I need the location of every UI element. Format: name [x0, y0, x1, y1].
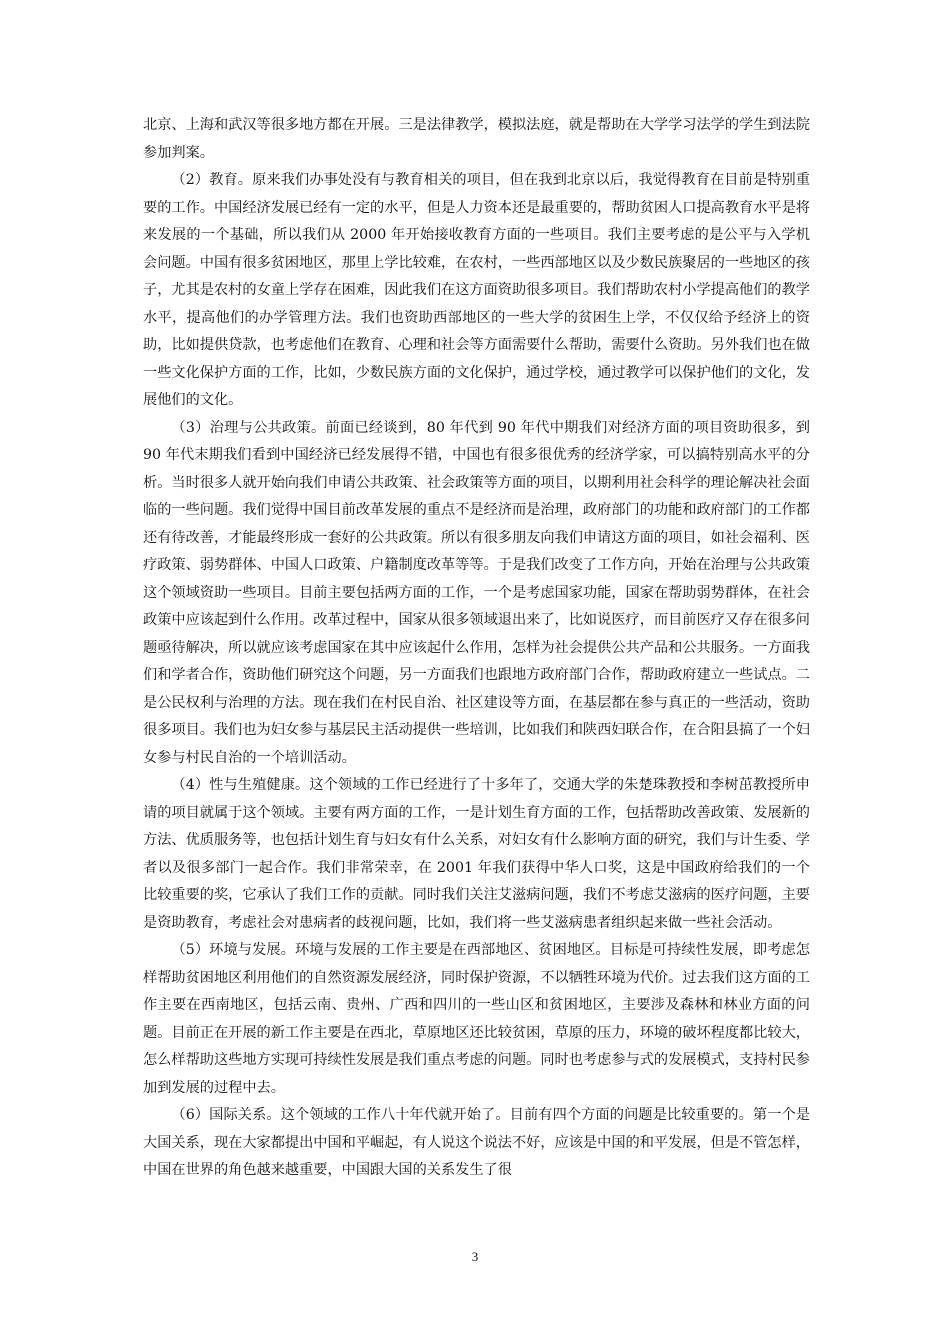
paragraph-governance: （3）治理与公共政策。前面已经谈到，80 年代到 90 年代中期我们对经济方面的项目资助很多，到 90 年代末期我们看到中国经济已经发展得不错，中国也有很多很优秀的经济学家，可以搞特别高水平的分析。当时很多人就开始向我们申请公共政策、社会政策等方面的项目，以期利用社会科学的理论解决社会面临的一些问题。我们觉得中国目前改革发展的重点不是经济而是治理，政府部门的功能和政府部门的工作都还有待改善，才能最终形成一套好的公共政策。所以有很多朋友向我们申请这方面的项目，如社会福利、医疗政策、弱势群体、中国人口政策、户籍制度改革等等。于是我们改变了工作方向，开始在治理与公共政策这个领域资助一些项目。目前主要包括两方面的工作，一个是考虑国家功能，国家在帮助弱势群体，在社会政策中应该起到什么作用。改革过程中，国家从很多领域退出来了，比如说医疗，而目前医疗又存在很多问题亟待解决，所以就应该考虑国家在其中应该起什么作用，怎样为社会提供公共产品和公共服务。一方面我们和学者合作，资助他们研究这个问题，另一方面我们也跟地方政府部门合作，帮助政府建立一些试点。二是公民权利与治理的方法。现在我们在村民自治、社区建设等方面，在基层都在参与真正的一些活动，资助很多项目。我们也为妇女参与基层民主活动提供一些培训，比如我们和陕西妇联合作，在合阳县搞了一个妇女参与村民自治的一个培训活动。	[143, 419, 810, 766]
paragraph-environment: （5）环境与发展。环境与发展的工作主要是在西部地区、贫困地区。目标是可持续性发展，即考虑怎样帮助贫困地区利用他们的自然资源发展经济，同时保护资源，不以牺牲环境为代价。过去我们这方面的工作主要在西南地区，包括云南、贵州、广西和四川的一些山区和贫困地区，主要涉及森林和林业方面的问题。目前正在开展的新工作主要是在西北，草原地区还比较贫困，草原的压力，环境的破坏程度都比较大，怎么样帮助这些地方实现可持续性发展是我们重点考虑的问题。同时也考虑参与式的发展模式，支持村民参加到发展的过程中去。	[143, 942, 810, 1096]
body-text	[143, 112, 810, 1185]
paragraph-education: （2）教育。原来我们办事处没有与教育相关的项目，但在我到北京以后，我觉得教育在目前是特别重要的工作。中国经济发展已经有一定的水平，但是人力资本还是最重要的，帮助贫困人口提高教育水平是将来发展的一个基础，所以我们从 2000 年开始接收教育方面的一些项目。我们主要考虑的是公平与入学机会问题。中国有很多贫困地区，那里上学比较难，在农村，一些西部地区以及少数民族聚居的一些地区的孩子，尤其是农村的女童上学存在困难，因此我们在这方面资助很多项目。我们帮助农村小学提高他们的教学水平，提高他们的办学管理方法。我们也资助西部地区的一些大学的贫困生上学，不仅仅给予经济上的资助，比如提供贷款，也考虑他们在教育、心理和社会等方面需要什么帮助，需要什么资助。另外我们也在做一些文化保护方面的工作，比如，少数民族方面的文化保护，通过学校，通过教学可以保护他们的文化，发展他们的文化。	[143, 172, 810, 408]
paragraph-continuation: 北京、上海和武汉等很多地方都在开展。三是法律教学，模拟法庭，就是帮助在大学学习法学的学生到法院参加判案。	[143, 117, 810, 161]
page-number: 3	[471, 1249, 479, 1264]
paragraph-international-relations: （6）国际关系。这个领域的工作八十年代就开始了。目前有四个方面的问题是比较重要的。第一个是大国关系，现在大家都提出中国和平崛起，有人说这个说法不好，应该是中国的和平发展，但是不管怎样，中国在世界的角色越来越重要，中国跟大国的关系发生了很	[143, 1107, 810, 1178]
paragraph-reproductive-health: （4）性与生殖健康。这个领域的工作已经进行了十多年了，交通大学的朱楚珠教授和李树茁教授所申请的项目就属于这个领域。主要有两方面的工作，一是计划生育方面的工作，包括帮助改善政策、发展新的方法、优质服务等，也包括计划生育与妇女有什么关系，对妇女有什么影响方面的研究，我们与计生委、学者以及很多部门一起合作。我们非常荣幸，在 2001 年我们获得中华人口奖，这是中国政府给我们的一个比较重要的奖，它承认了我们工作的贡献。同时我们关注艾滋病问题，我们不考虑艾滋病的医疗问题，主要是资助教育，考虑社会对患病者的歧视问题，比如，我们将一些艾滋病患者组织起来做一些社会活动。	[143, 777, 810, 931]
